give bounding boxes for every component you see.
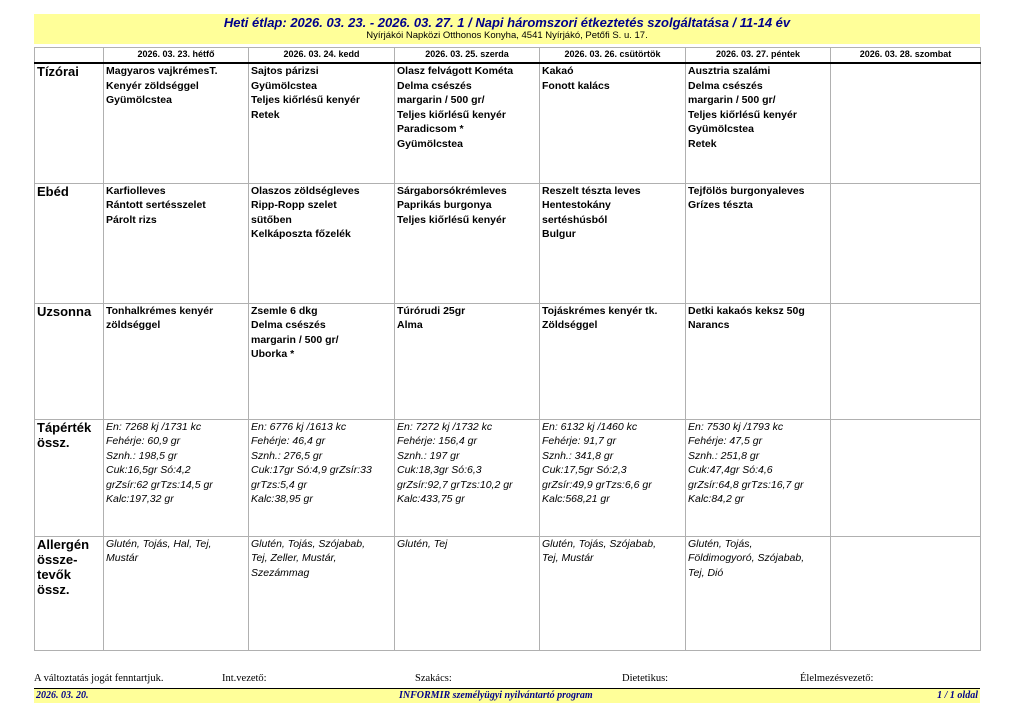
menu-item: sertéshúsból [542, 213, 608, 226]
meal-label [35, 419, 104, 536]
menu-item: Cuk:17gr Só:4,9 grZsír:33 [251, 464, 372, 476]
menu-item: Sajtos párizsi [251, 65, 319, 77]
menu-item: grTzs:5,4 gr [251, 478, 308, 491]
meal-row [35, 183, 981, 303]
menu-item: Bulgur [542, 228, 576, 240]
menu-item: Cuk:16,5gr Só:4,2 [106, 464, 191, 476]
weekly-menu-table [34, 47, 981, 651]
menu-title: Heti étlap: 2026. 03. 23. - 2026. 03. 27. 1 / Napi háromszori étkeztetés szolgáltatása / 11-14 év [223, 15, 791, 30]
menu-item: Teljes kiőrlésű kenyér [688, 108, 797, 121]
menu-item: Magyaros vajkrémesT. [106, 65, 218, 77]
menu-item: Paradicsom * [397, 123, 464, 135]
menu-item: Rántott sertésszelet [106, 199, 206, 211]
menu-cell [395, 536, 540, 650]
menu-item: Reszelt tészta leves [542, 184, 641, 197]
menu-item: margarin / 500 gr/ [397, 94, 485, 106]
menu-cell [686, 419, 831, 536]
menu-cell [540, 63, 686, 183]
menu-item: Delma csészés [688, 79, 763, 92]
menu-cell [831, 303, 981, 419]
day-header: 2026. 03. 24. kedd [249, 48, 395, 64]
menu-item: En: 6132 kj /1460 kc [542, 420, 638, 433]
menu-item: Kelkáposzta főzelék [251, 228, 351, 240]
elelmezesvezeto-signature: Élelmezésvezető: [800, 673, 874, 684]
menu-cell [395, 419, 540, 536]
menu-cell [540, 536, 686, 650]
menu-cell [540, 303, 686, 419]
menu-item: Gyümölcstea [106, 94, 172, 106]
menu-item: Kakaó [542, 65, 574, 77]
menu-cell [686, 536, 831, 650]
menu-item: Kalc:38,95 gr [251, 493, 313, 505]
menu-cell [395, 183, 540, 303]
menu-header [34, 14, 980, 44]
menu-cell [540, 183, 686, 303]
menu-cell [395, 63, 540, 183]
menu-item: Uborka * [251, 348, 295, 360]
menu-item: Kalc:84,2 gr [688, 493, 745, 505]
page-number: 1 / 1 oldal [937, 690, 978, 701]
szakacs-signature: Szakács: [415, 673, 452, 684]
meal-row [35, 63, 981, 183]
corner-cell [35, 48, 104, 64]
menu-item: zöldséggel [106, 319, 161, 331]
menu-item: margarin / 500 gr/ [251, 333, 339, 346]
menu-item: sütőben [251, 213, 292, 226]
menu-item: Olaszos zöldségleves [251, 184, 360, 197]
menu-cell [249, 419, 395, 536]
menu-item: Olasz felvágott Kométa [397, 65, 514, 77]
menu-item: En: 7530 kj /1793 kc [688, 420, 784, 433]
meal-row [35, 419, 981, 536]
menu-item: Glutén, Tej [397, 537, 448, 550]
menu-item: margarin / 500 gr/ [688, 94, 776, 106]
day-header: 2026. 03. 25. szerda [395, 48, 540, 64]
menu-cell [104, 419, 249, 536]
menu-cell [104, 63, 249, 183]
menu-item: Túrórudi 25gr [397, 304, 466, 317]
meal-label-line: tevők [37, 566, 71, 582]
menu-cell [104, 303, 249, 419]
menu-item: Kalc:568,21 gr [542, 493, 610, 505]
menu-item: Szezámmag [251, 566, 310, 579]
kitchen-address: Nyírjákói Napközi Otthonos Konyha, 4541 Nyírjákó, Petőfi S. u. 17. [366, 30, 648, 41]
menu-item: Paprikás burgonya [397, 199, 492, 211]
menu-item: Alma [397, 319, 423, 331]
menu-item: Teljes kiőrlésű kenyér [397, 108, 506, 121]
menu-item: Narancs [688, 319, 730, 331]
menu-cell [831, 183, 981, 303]
menu-item: Kalc:433,75 gr [397, 493, 465, 505]
menu-item: Sznh.: 198,5 gr [106, 449, 178, 462]
menu-item: Tej, Zeller, Mustár, [251, 552, 337, 564]
menu-cell [395, 303, 540, 419]
menu-item: Fehérje: 60,9 gr [106, 435, 181, 447]
menu-item: Glutén, Tojás, [688, 537, 753, 550]
menu-cell [831, 63, 981, 183]
menu-cell [831, 419, 981, 536]
menu-item: Gyümölcstea [688, 123, 754, 135]
meal-label-line: Allergén [37, 536, 90, 552]
menu-item: Tonhalkrémes kenyér [106, 304, 214, 317]
menu-cell [686, 63, 831, 183]
menu-item: Tej, Dió [688, 566, 724, 579]
menu-item: En: 7268 kj /1731 kc [106, 420, 202, 433]
menu-item: Glutén, Tojás, Szójabab, [542, 537, 657, 550]
menu-item: Fehérje: 46,4 gr [251, 435, 326, 447]
menu-item: Földimogyoró, Szójabab, [688, 552, 805, 564]
menu-item: Ausztria szalámi [688, 65, 771, 77]
menu-item: En: 7272 kj /1732 kc [397, 420, 493, 433]
menu-item: Sznh.: 251,8 gr [688, 449, 760, 462]
menu-item: Delma csészés [251, 319, 326, 331]
meal-label [35, 536, 104, 650]
menu-item: grZsír:62 grTzs:14,5 gr [106, 478, 213, 491]
menu-item: grZsír:64,8 grTzs:16,7 gr [688, 478, 804, 491]
menu-cell [104, 536, 249, 650]
menu-item: Glutén, Tojás, Szójabab, [251, 537, 366, 550]
menu-item: Karfiolleves [106, 184, 166, 197]
menu-item: Detki kakaós keksz 50g [688, 304, 805, 317]
menu-item: Glutén, Tojás, Hal, Tej, [106, 537, 212, 550]
program-name: INFORMIR személyügyi nyilvántartó program [399, 690, 593, 701]
meal-label-line: össz. [37, 434, 70, 450]
menu-item: Teljes kiőrlésű kenyér [397, 213, 506, 226]
day-header: 2026. 03. 23. hétfő [104, 48, 249, 64]
menu-item: Sznh.: 197 gr [397, 449, 460, 462]
meal-label-line: Uzsonna [37, 303, 92, 319]
day-header-row [35, 48, 981, 64]
meal-label-line: Tápérték [37, 419, 92, 435]
menu-item: Hentestokány [542, 199, 611, 211]
menu-cell [249, 303, 395, 419]
day-header: 2026. 03. 27. péntek [686, 48, 831, 64]
meal-label-line: Ebéd [37, 183, 69, 199]
menu-item: Grízes tészta [688, 199, 753, 211]
meal-label-line: össz. [37, 581, 70, 597]
day-header: 2026. 03. 28. szombat [831, 48, 981, 64]
menu-item: Kalc:197,32 gr [106, 493, 174, 505]
menu-cell [249, 536, 395, 650]
print-date: 2026. 03. 20. [36, 690, 89, 701]
meal-row [35, 536, 981, 650]
menu-item: grZsír:49,9 grTzs:6,6 gr [542, 478, 652, 491]
day-header: 2026. 03. 26. csütörtök [540, 48, 686, 64]
menu-item: Tojáskrémes kenyér tk. [542, 304, 658, 317]
menu-item: Cuk:17,5gr Só:2,3 [542, 464, 627, 476]
menu-item: Tejfölös burgonyaleves [688, 184, 805, 197]
menu-item: Gyümölcstea [397, 137, 463, 150]
menu-cell [104, 183, 249, 303]
rights-note: A változtatás jogát fenntartjuk. [34, 673, 164, 684]
menu-cell [831, 536, 981, 650]
menu-item: Kenyér zöldséggel [106, 79, 199, 92]
menu-item: Mustár [106, 552, 139, 564]
menu-cell [249, 63, 395, 183]
menu-item: Zöldséggel [542, 319, 598, 331]
dietetikus-signature: Dietetikus: [622, 673, 669, 684]
menu-cell [540, 419, 686, 536]
menu-item: Cuk:47,4gr Só:4,6 [688, 464, 773, 476]
int-vezeto-signature: Int.vezető: [222, 673, 267, 684]
menu-item: Sznh.: 341,8 gr [542, 449, 614, 462]
meal-label [35, 183, 104, 303]
meal-label-line: össze- [37, 551, 78, 567]
menu-item: Fehérje: 47,5 gr [688, 435, 763, 447]
menu-item: Párolt rizs [106, 213, 157, 226]
menu-item: Sznh.: 276,5 gr [251, 449, 323, 462]
menu-item: Tej, Mustár [542, 552, 594, 564]
menu-item: Fehérje: 91,7 gr [542, 435, 617, 447]
menu-item: Retek [688, 137, 717, 150]
meal-label [35, 303, 104, 419]
menu-item: Retek [251, 108, 280, 121]
menu-cell [686, 303, 831, 419]
menu-item: Delma csészés [397, 79, 472, 92]
menu-item: Ripp-Ropp szelet [251, 199, 337, 211]
menu-cell [686, 183, 831, 303]
menu-item: Zsemle 6 dkg [251, 304, 318, 317]
menu-item: En: 6776 kj /1613 kc [251, 420, 347, 433]
meal-row [35, 303, 981, 419]
menu-item: Gyümölcstea [251, 79, 317, 92]
menu-item: Cuk:18,3gr Só:6,3 [397, 464, 482, 476]
menu-item: Fonott kalács [542, 79, 610, 92]
menu-item: Teljes kiőrlésű kenyér [251, 94, 360, 106]
menu-item: Fehérje: 156,4 gr [397, 435, 477, 447]
meal-label [35, 63, 104, 183]
menu-item: Sárgaborsókrémleves [397, 184, 507, 197]
meal-label-line: Tízórai [37, 64, 79, 79]
footer-bar [34, 688, 980, 703]
menu-item: grZsír:92,7 grTzs:10,2 gr [397, 478, 513, 491]
menu-cell [249, 183, 395, 303]
